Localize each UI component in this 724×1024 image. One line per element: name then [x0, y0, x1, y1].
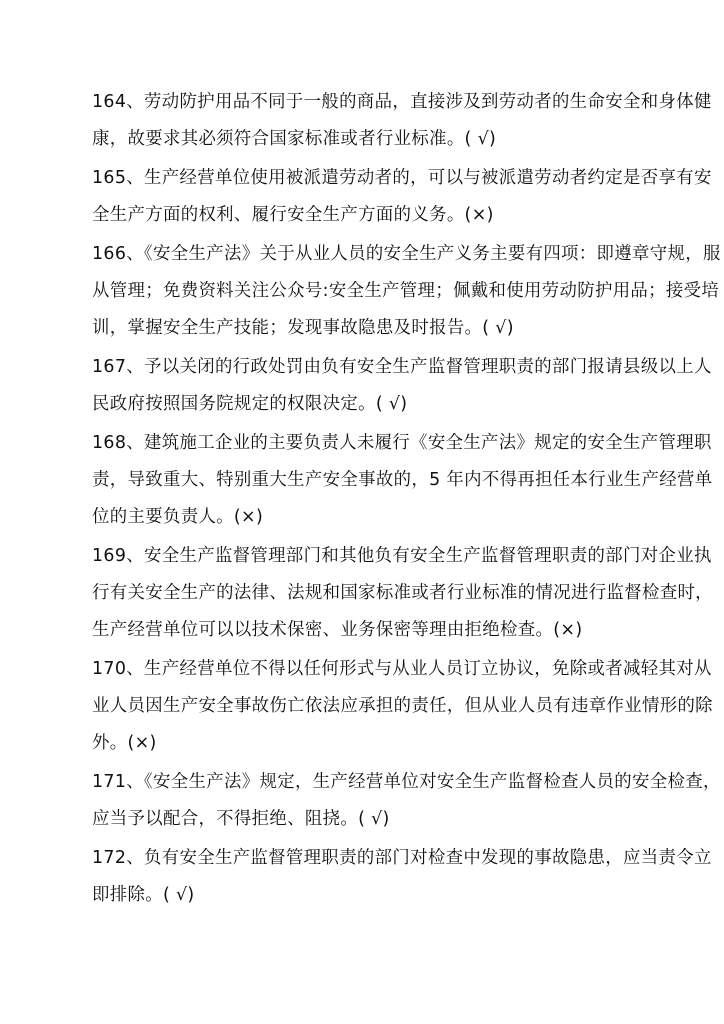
question-line: 外。(×) — [92, 733, 157, 753]
question-168 — [92, 429, 713, 540]
question-line: 位的主要负责人。(×) — [92, 507, 264, 527]
question-line: 康，故要求其必须符合国家标准或者行业标准。( √) — [92, 129, 497, 149]
question-line: 生产经营单位可以以技术保密、业务保密等理由拒绝检查。(×) — [92, 620, 583, 640]
question-line: 应当予以配合，不得拒绝、阻挠。( √) — [92, 809, 390, 829]
question-line: 167、予以关闭的行政处罚由负有安全生产监督管理职责的部门报请县级以上人 — [92, 357, 712, 377]
question-166 — [92, 240, 721, 351]
question-line: 171、《安全生产法》规定，生产经营单位对安全生产监督检查人员的安全检查， — [92, 772, 721, 792]
question-172 — [92, 844, 712, 918]
question-line: 业人员因生产安全事故伤亡依法应承担的责任，但从业人员有违章作业情形的除 — [92, 696, 713, 716]
question-line: 169、安全生产监督管理部门和其他负有安全生产监督管理职责的部门对企业执 — [92, 546, 712, 566]
question-line: 训，掌握安全生产技能；发现事故隐患及时报告。( √) — [92, 318, 514, 338]
question-line: 168、建筑施工企业的主要负责人未履行《安全生产法》规定的安全生产管理职 — [92, 433, 712, 453]
question-line: 即排除。( √) — [92, 885, 195, 905]
question-line: 从管理；免费资料关注公众号:安全生产管理；佩戴和使用劳动防护用品；接受培 — [92, 281, 720, 301]
question-164 — [92, 88, 712, 162]
question-line: 170、生产经营单位不得以任何形式与从业人员订立协议，免除或者减轻其对从 — [92, 659, 712, 679]
question-line: 165、生产经营单位使用被派遣劳动者的，可以与被派遣劳动者约定是否享有安 — [92, 168, 712, 188]
question-170 — [92, 655, 713, 766]
question-line: 责，导致重大、特别重大生产安全事故的，5 年内不得再担任本行业生产经营单 — [92, 470, 713, 490]
question-167 — [92, 353, 712, 427]
question-line: 164、劳动防护用品不同于一般的商品，直接涉及到劳动者的生命安全和身体健 — [92, 92, 712, 112]
question-line: 166、《安全生产法》关于从业人员的安全生产义务主要有四项：即遵章守规，服 — [92, 244, 721, 264]
question-line: 行有关安全生产的法律、法规和国家标准或者行业标准的情况进行监督检查时， — [92, 583, 713, 603]
question-169 — [92, 542, 713, 653]
question-line: 民政府按照国务院规定的权限决定。( √) — [92, 394, 408, 414]
question-line: 全生产方面的权利、履行安全生产方面的义务。(×) — [92, 205, 494, 225]
question-171 — [92, 768, 721, 842]
document-page — [92, 88, 721, 920]
question-line: 172、负有安全生产监督管理职责的部门对检查中发现的事故隐患，应当责令立 — [92, 848, 712, 868]
question-165 — [92, 164, 712, 238]
